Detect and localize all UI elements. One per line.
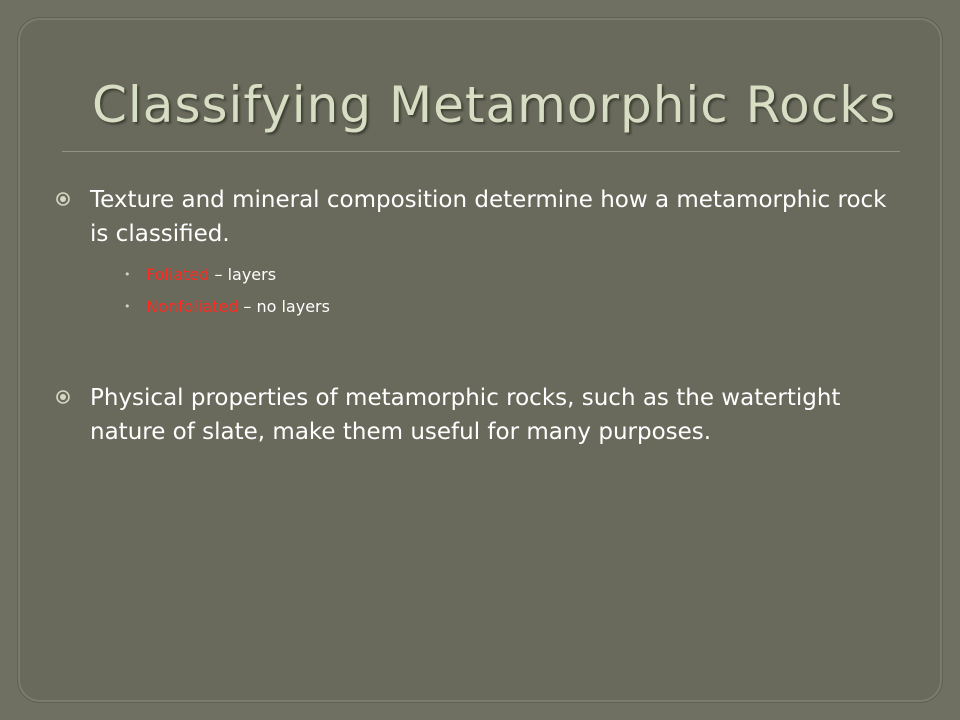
term-foliated: Foliated <box>146 265 210 284</box>
bullet-text: Physical properties of metamorphic rocks, such as the watertight nature of slate, make them useful for many purposes. <box>90 385 841 445</box>
sub-bullet-list <box>124 259 906 323</box>
term-definition: – layers <box>209 265 277 284</box>
dot-bullet-icon: • <box>124 300 131 313</box>
term-definition: – no layers <box>238 297 330 316</box>
bullet-spacer <box>56 323 906 381</box>
slide-title: Classifying Metamorphic Rocks <box>92 76 897 134</box>
target-bullet-icon <box>56 390 70 404</box>
dot-bullet-icon: • <box>124 268 131 281</box>
sub-item-foliated <box>124 259 906 291</box>
target-bullet-icon <box>56 192 70 206</box>
title-divider <box>62 151 900 152</box>
bullet-text: Texture and mineral composition determine how a metamorphic rock is classified. <box>90 187 887 247</box>
bullet-list <box>56 183 906 449</box>
bullet-item-classification <box>56 183 906 323</box>
sub-item-nonfoliated <box>124 291 906 323</box>
bullet-item-properties <box>56 381 906 449</box>
term-nonfoliated: Nonfoliated <box>146 297 239 316</box>
